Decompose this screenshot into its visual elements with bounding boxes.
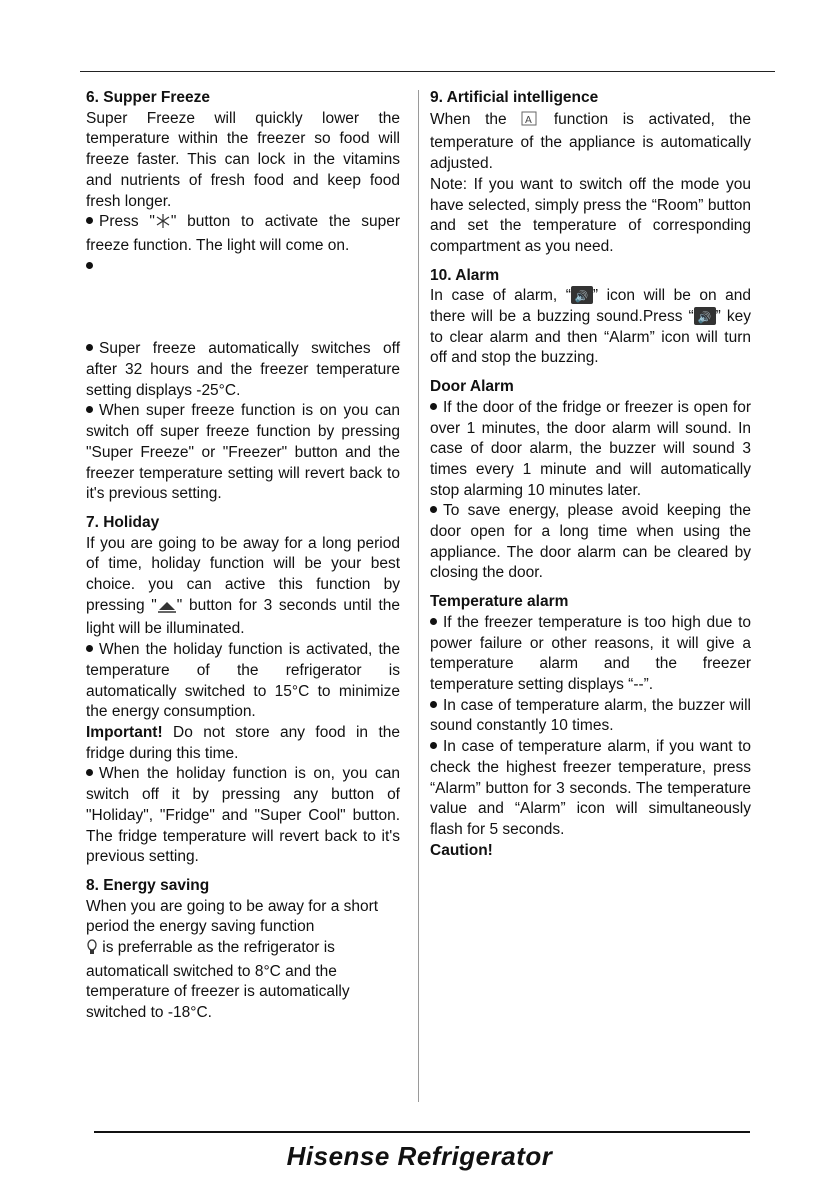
- section-title-temperature-alarm: Temperature alarm: [430, 593, 569, 611]
- snowflake-icon: [155, 213, 171, 236]
- super-freeze-bullet-3: Super freeze automatically switches off after 32 hours and the freezer temperature setting displays -25°C.: [86, 340, 400, 399]
- bullet-dot: [86, 344, 93, 351]
- svg-text:A: A: [525, 114, 533, 126]
- bullet-dot: [86, 645, 93, 652]
- alarm-text: In case of alarm, “🔊 ” icon will be on and there will be a buzzing sound.Press “🔊 ” key to clear alarm and then “Alarm” icon will turn off and stop the buzzing.: [430, 286, 751, 369]
- bullet-dot: [430, 701, 437, 708]
- super-freeze-intro: Super Freeze will quickly lower the temperature within the freezer so food will freeze faster. This can lock in the vitamins and nutrients of fresh food and keep food fresh longer.: [86, 109, 400, 210]
- section-title-energy-saving: 8. Energy saving: [86, 876, 210, 894]
- top-rule: [80, 71, 775, 72]
- section-title-holiday: 7. Holiday: [86, 513, 160, 531]
- brand-footer: Hisense Refrigerator: [286, 1141, 553, 1171]
- door-alarm-bullet-1: If the door of the fridge or freezer is open for over 1 minutes, the door alarm will sound. In case of door alarm, the buzzer will sound 3 times every 1 minute and will automatically stop alarming 10 minutes later.: [430, 398, 751, 499]
- bullet-dot: [86, 217, 93, 224]
- super-freeze-bullet-4: When super freeze function is on you can switch off super freeze function by pressing "Super Freeze" or "Freezer" button and the freezer temperature setting will revert back to it's previous setting.: [86, 402, 400, 503]
- door-alarm-bullet-2: To save energy, please avoid keeping the door open for a long time when using the appliance. The door alarm can be cleared by closing the door.: [430, 502, 751, 582]
- ai-icon: [521, 109, 539, 134]
- bullet-dot: [86, 406, 93, 413]
- temp-alarm-bullet-1: If the freezer temperature is too high due to power failure or other reasons, it will give a temperature alarm and the freezer temperature setting displays “--”.: [430, 613, 751, 693]
- energy-saving-text: When you are going to be away for a short period the energy saving function is preferrable as the refrigerator is automaticall switched to 8°C and the temperature of freezer is automatically switched to -18°C.: [86, 897, 379, 1022]
- bullet-dot: [430, 742, 437, 749]
- temp-alarm-bullet-2: In case of temperature alarm, the buzzer will sound constantly 10 times.: [430, 696, 751, 735]
- section-title-artificial-intelligence: 9. Artificial intelligence: [430, 89, 599, 106]
- section-title-alarm: 10. Alarm: [430, 266, 500, 284]
- temp-alarm-bullet-3: In case of temperature alarm, if you want to check the highest freezer temperature, press “Alarm” button for 3 seconds. The temperature value and “Alarm” icon will simultaneously flash for 5 seconds.: [430, 738, 751, 838]
- ai-note: Note: If you want to switch off the mode you have selected, simply press the “Room” button and set the temperature of corresponding compartment as you need.: [430, 175, 751, 255]
- bullet-dot: [430, 618, 437, 625]
- right-column: [430, 88, 751, 861]
- bullet-dot: [430, 403, 437, 410]
- section-title-door-alarm: Door Alarm: [430, 378, 514, 396]
- column-divider: [418, 90, 419, 1102]
- super-freeze-bullet-empty: [86, 257, 400, 278]
- alarm-speaker-icon: [571, 286, 593, 304]
- ai-text: When the A function is activated, the temperature of the appliance is automatically adjusted.: [430, 110, 751, 173]
- bottom-rule: [94, 1131, 750, 1133]
- holiday-intro: If you are going to be away for a long period of time, holiday function will be your best choice. you can active this function by pressing " " button for 3 seconds until the light will be illuminated.: [86, 534, 400, 638]
- section-title-super-freeze: 6. Supper Freeze: [86, 89, 211, 106]
- holiday-icon: [157, 599, 177, 620]
- holiday-important: Important! Do not store any food in the fridge during this time.: [86, 723, 400, 762]
- bullet-dot: [86, 769, 93, 776]
- super-freeze-bullet-1: Press " " button to activate the super freeze function. The light will come on.: [86, 213, 400, 254]
- holiday-bullet-1: When the holiday function is activated, the temperature of the refrigerator is automatically switched to 15°C to minimize the energy consumption.: [86, 641, 400, 721]
- bullet-dot: [430, 506, 437, 513]
- holiday-bullet-2: When the holiday function is on, you can switch off it by pressing any button of "Holiday", "Fridge" and "Super Cool" button. The fridge temperature will revert back to it's previous setting.: [86, 765, 400, 866]
- bullet-dot: [86, 262, 93, 269]
- caution-label: Caution!: [430, 841, 493, 859]
- energy-bulb-icon: [86, 939, 98, 962]
- left-column: [86, 88, 400, 1024]
- alarm-speaker-icon: [694, 307, 716, 325]
